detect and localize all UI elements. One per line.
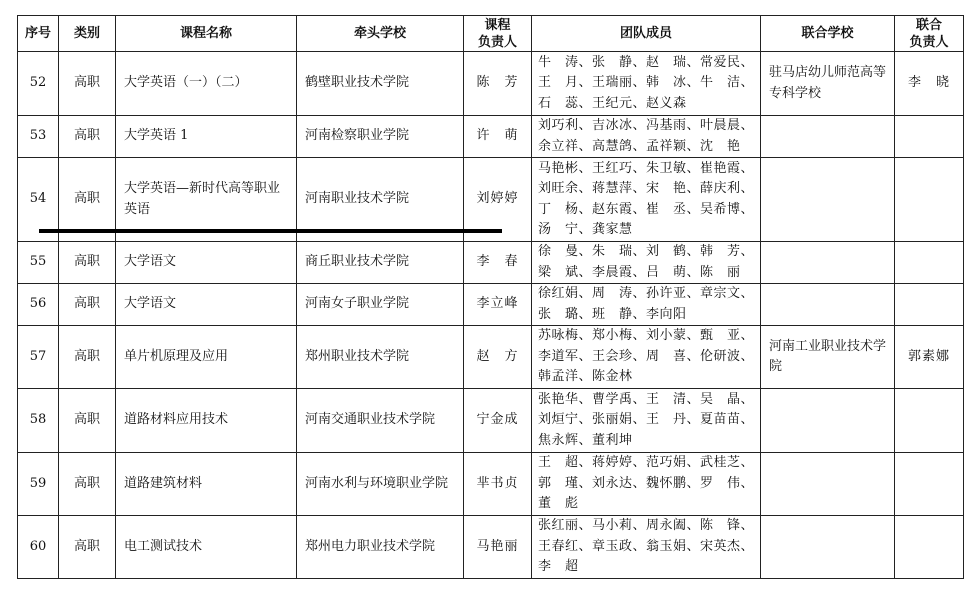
course-name: 单片机原理及应用 bbox=[116, 326, 297, 389]
header-course: 课程名称 bbox=[116, 16, 297, 52]
team-members bbox=[532, 284, 761, 326]
course-table bbox=[17, 15, 964, 579]
row-type: 高职 bbox=[59, 52, 116, 116]
team-members-line: 张红丽、马小莉、周永阖、陈 锋、 bbox=[538, 518, 755, 533]
team-members bbox=[532, 326, 761, 389]
row-type: 高职 bbox=[59, 158, 116, 242]
team-members-line: 王 月、王瑞丽、韩 冰、牛 洁、 bbox=[538, 75, 755, 91]
lead-school: 河南水利与环境职业学院 bbox=[297, 453, 464, 516]
row-type: 高职 bbox=[59, 116, 116, 158]
team-members-line: 刘烜宁、张丽娟、王 丹、夏苗苗、 bbox=[538, 412, 755, 428]
course-name: 大学语文 bbox=[116, 242, 297, 284]
table-row bbox=[18, 116, 964, 158]
course-name: 大学英语—新时代高等职业英语 bbox=[116, 158, 297, 242]
partner-school bbox=[761, 116, 895, 158]
course-leader: 李立峰 bbox=[464, 284, 532, 326]
course-leader: 许 萌 bbox=[464, 116, 532, 158]
partner-leader bbox=[895, 284, 964, 326]
team-members-line: 刘巧利、吉冰冰、冯基雨、叶晨晨、 bbox=[538, 118, 755, 133]
team-members-line: 张 璐、班 静、李向阳 bbox=[538, 306, 687, 322]
row-number: 52 bbox=[18, 52, 59, 116]
partner-school: 驻马店幼儿师范高等专科学校 bbox=[761, 52, 895, 116]
header-leader: 课程 负责人 bbox=[464, 16, 532, 52]
course-leader: 李 春 bbox=[464, 242, 532, 284]
lead-school: 河南交通职业技术学院 bbox=[297, 389, 464, 453]
row-type: 高职 bbox=[59, 242, 116, 284]
partner-leader bbox=[895, 453, 964, 516]
row-number: 60 bbox=[18, 516, 59, 579]
partner-school bbox=[761, 242, 895, 284]
course-name: 电工测试技术 bbox=[116, 516, 297, 579]
lead-school: 郑州职业技术学院 bbox=[297, 326, 464, 389]
row-number: 54 bbox=[18, 158, 59, 242]
course-leader: 陈 芳 bbox=[464, 52, 532, 116]
team-members-line: 苏咏梅、郑小梅、刘小蒙、甄 亚、 bbox=[538, 328, 755, 344]
header-row bbox=[18, 16, 964, 52]
row-number: 59 bbox=[18, 453, 59, 516]
team-members-line: 郭 瑾、刘永达、魏怀鹏、罗 伟、 bbox=[538, 475, 755, 491]
lead-school: 河南检察职业学院 bbox=[297, 116, 464, 158]
partner-school bbox=[761, 158, 895, 242]
team-members-line: 徐红娟、周 涛、孙许亚、章宗文、 bbox=[538, 286, 755, 301]
team-members-line: 丁 杨、赵东霞、崔 丞、吴希博、 bbox=[538, 201, 755, 217]
table-row bbox=[18, 389, 964, 453]
header-school: 牵头学校 bbox=[297, 16, 464, 52]
team-members-line: 余立祥、高慧鸽、孟祥颖、沈 艳 bbox=[538, 138, 741, 154]
course-leader: 宁金成 bbox=[464, 389, 532, 453]
table-row bbox=[18, 516, 964, 579]
lead-school: 河南职业技术学院 bbox=[297, 158, 464, 242]
team-members-line: 董 彪 bbox=[538, 496, 579, 512]
row-type: 高职 bbox=[59, 326, 116, 389]
course-name: 道路建筑材料 bbox=[116, 453, 297, 516]
team-members-line: 徐 曼、朱 瑞、刘 鹤、韩 芳、 bbox=[538, 244, 755, 259]
partner-school bbox=[761, 453, 895, 516]
partner-leader bbox=[895, 158, 964, 242]
team-members-line: 王春红、章玉政、翁玉娟、宋英杰、 bbox=[538, 538, 755, 554]
lead-school: 郑州电力职业技术学院 bbox=[297, 516, 464, 579]
handwritten-underline bbox=[39, 229, 502, 233]
partner-leader bbox=[895, 242, 964, 284]
row-type: 高职 bbox=[59, 389, 116, 453]
table-row bbox=[18, 242, 964, 284]
row-number: 58 bbox=[18, 389, 59, 453]
course-leader: 赵 方 bbox=[464, 326, 532, 389]
row-number: 57 bbox=[18, 326, 59, 389]
team-members-line: 焦永辉、董利坤 bbox=[538, 432, 633, 448]
team-members bbox=[532, 389, 761, 453]
row-number: 56 bbox=[18, 284, 59, 326]
team-members-line: 李道军、王会珍、周 喜、伦研波、 bbox=[538, 348, 755, 364]
partner-leader bbox=[895, 389, 964, 453]
partner-leader: 郭素娜 bbox=[895, 326, 964, 389]
course-name: 大学英语（一）（二） bbox=[116, 52, 297, 116]
header-no: 序号 bbox=[18, 16, 59, 52]
course-name: 大学语文 bbox=[116, 284, 297, 326]
partner-school bbox=[761, 516, 895, 579]
team-members bbox=[532, 453, 761, 516]
team-members bbox=[532, 158, 761, 242]
team-members-line: 马艳彬、王红巧、朱卫敏、崔艳霞、 bbox=[538, 160, 755, 176]
row-number: 53 bbox=[18, 116, 59, 158]
team-members-line: 石 蕊、王纪元、赵义森 bbox=[538, 95, 687, 111]
course-leader: 刘婷婷 bbox=[464, 158, 532, 242]
team-members-line: 张艳华、曹学禹、王 清、吴 晶、 bbox=[538, 391, 755, 407]
course-leader: 马艳丽 bbox=[464, 516, 532, 579]
course-name: 道路材料应用技术 bbox=[116, 389, 297, 453]
team-members bbox=[532, 516, 761, 579]
course-name: 大学英语 1 bbox=[116, 116, 297, 158]
table-row bbox=[18, 284, 964, 326]
row-type: 高职 bbox=[59, 284, 116, 326]
team-members bbox=[532, 116, 761, 158]
header-partner-leader: 联合 负责人 bbox=[895, 16, 964, 52]
partner-leader bbox=[895, 516, 964, 579]
team-members-line: 汤 宁、龚家慧 bbox=[538, 222, 633, 237]
header-type: 类别 bbox=[59, 16, 116, 52]
team-members bbox=[532, 242, 761, 284]
row-type: 高职 bbox=[59, 516, 116, 579]
partner-school bbox=[761, 284, 895, 326]
header-members: 团队成员 bbox=[532, 16, 761, 52]
table-row bbox=[18, 453, 964, 516]
course-leader: 芈书贞 bbox=[464, 453, 532, 516]
team-members-line: 韩孟洋、陈金林 bbox=[538, 369, 633, 385]
partner-school: 河南工业职业技术学院 bbox=[761, 326, 895, 389]
team-members-line: 王 超、蒋婷婷、范巧娟、武桂芝、 bbox=[538, 455, 755, 471]
row-type: 高职 bbox=[59, 453, 116, 516]
row-number: 55 bbox=[18, 242, 59, 284]
partner-school bbox=[761, 389, 895, 453]
team-members bbox=[532, 52, 761, 116]
team-members-line: 梁 斌、李晨霞、吕 萌、陈 丽 bbox=[538, 264, 741, 280]
partner-leader: 李 晓 bbox=[895, 52, 964, 116]
team-members-line: 李 超 bbox=[538, 559, 579, 574]
team-members-line: 牛 涛、张 静、赵 瑞、常爱民、 bbox=[538, 54, 755, 70]
header-partner-school: 联合学校 bbox=[761, 16, 895, 52]
lead-school: 河南女子职业学院 bbox=[297, 284, 464, 326]
lead-school: 鹤壁职业技术学院 bbox=[297, 52, 464, 116]
lead-school: 商丘职业技术学院 bbox=[297, 242, 464, 284]
team-members-line: 刘旺余、蒋慧萍、宋 艳、薛庆利、 bbox=[538, 181, 755, 196]
table-row bbox=[18, 52, 964, 116]
table-row bbox=[18, 326, 964, 389]
partner-leader bbox=[895, 116, 964, 158]
